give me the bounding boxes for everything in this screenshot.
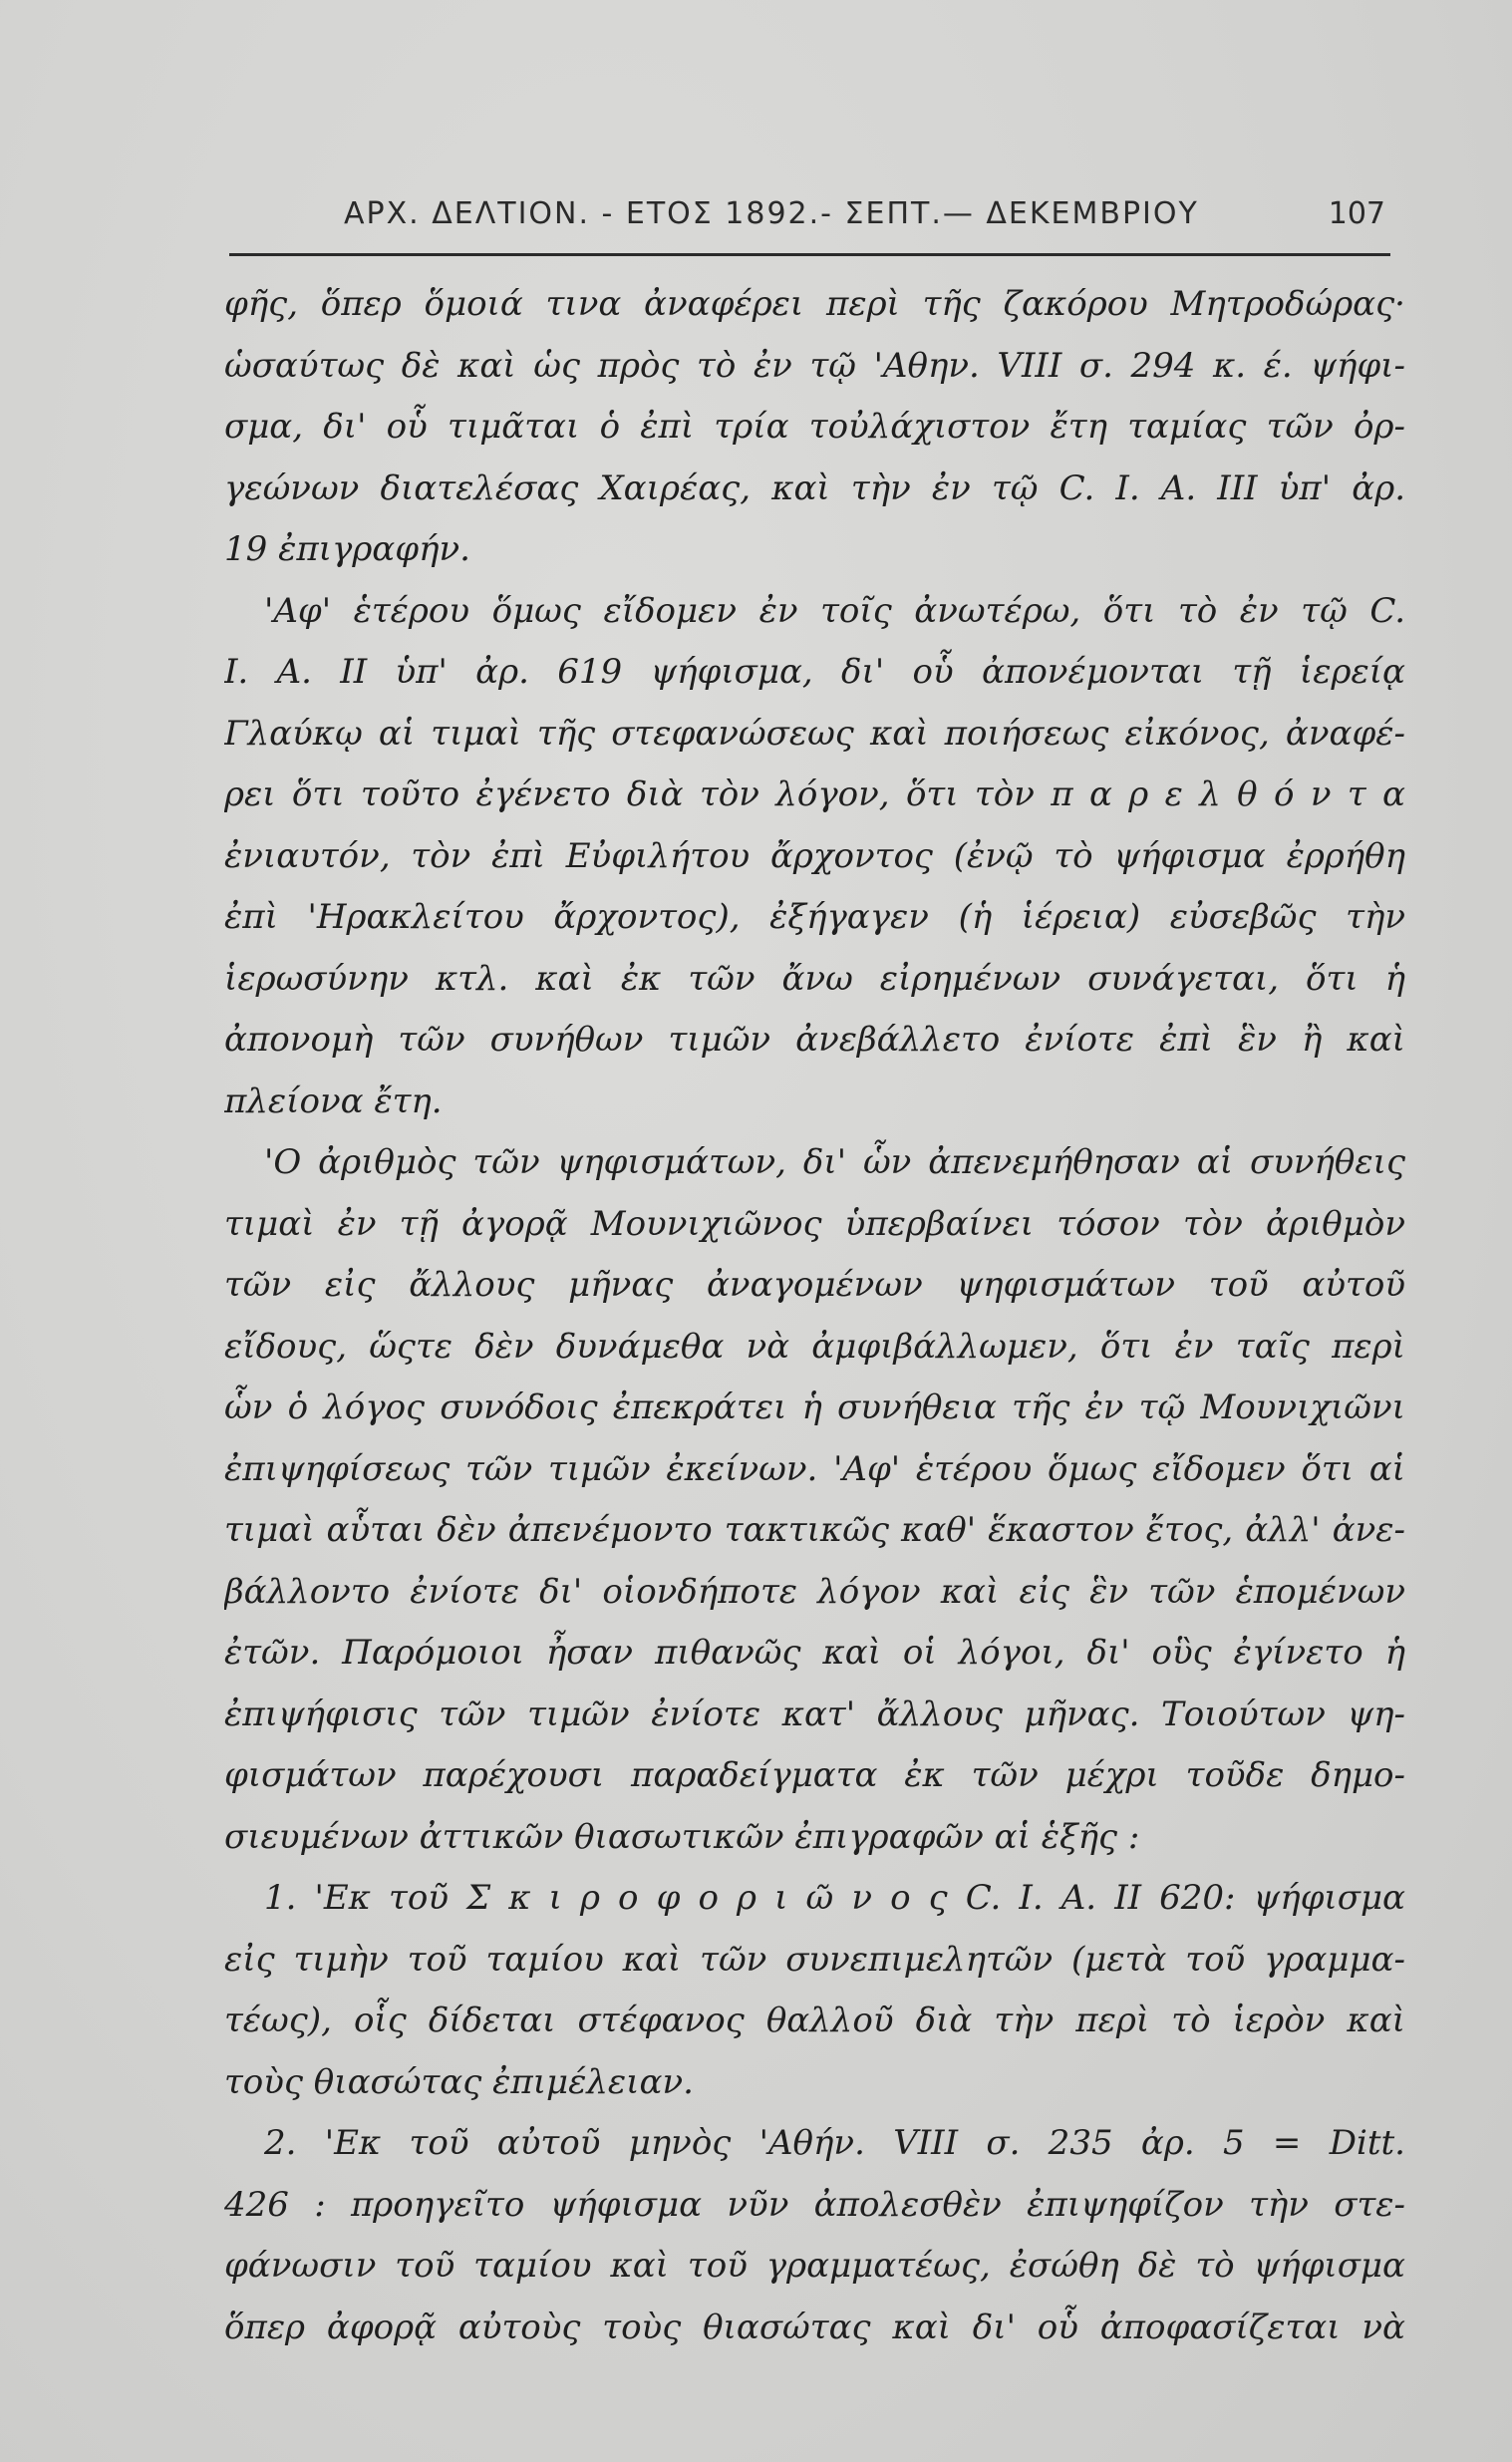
text-line: 426 : προηγεῖτο ψήφισμα νῦν ἀπολεσθὲν ἐπιψηφίζον τὴν στε- [224, 2184, 1405, 2225]
page-number: 107 [1328, 196, 1385, 231]
text-line: ὡσαύτως δὲ καὶ ὡς πρὸς τὸ ἐν τῷ 'Αθην. VIII σ. 294 κ. έ. ψήφι- [224, 345, 1405, 386]
text-line: 'Αφ' ἑτέρου ὅμως εἴδομεν ἐν τοῖς ἀνωτέρω, ὅτι τὸ ἐν τῷ C. [264, 590, 1405, 631]
text-line: βάλλοντο ἐνίοτε δι' οἱονδήποτε λόγον καὶ εἰς ἓν τῶν ἑπομένων [224, 1571, 1405, 1612]
text-line: τιμαὶ αὗται δὲν ἀπενέμοντο τακτικῶς καθ' ἕκαστον ἔτος, ἀλλ' ἀνε- [224, 1510, 1405, 1550]
text-line: 19 ἐπιγραφήν. [224, 529, 470, 569]
text-line: ἐνιαυτόν, τὸν ἐπὶ Εὐφιλήτου ἄρχοντος (ἐνῷ τὸ ψήφισμα ἐρρήθη [224, 835, 1405, 876]
text-line: ὅπερ ἀφορᾷ αὐτοὺς τοὺς θιασώτας καὶ δι' οὗ ἀποφασίζεται νὰ [224, 2307, 1405, 2347]
header-rule [229, 253, 1390, 256]
text-line: γεώνων διατελέσας Χαιρέας, καὶ τὴν ἐν τῷ C. I. A. III ὑπ' ἀρ. [224, 467, 1405, 508]
body-text [224, 274, 1405, 2358]
text-line: 1. 'Εκ τοῦ Σ κ ι ρ ο φ ο ρ ι ῶ ν ο ς C. I. A. II 620: ψήφισμα [264, 1878, 1405, 1918]
text-line: πλείονα ἔτη. [224, 1080, 443, 1121]
text-line: ἐπιψήφισις τῶν τιμῶν ἐνίοτε κατ' ἄλλους μῆνας. Τοιούτων ψη- [224, 1693, 1405, 1734]
text-line: ἱερωσύνην κτλ. καὶ ἐκ τῶν ἄνω εἰρημένων συνάγεται, ὅτι ἡ [224, 958, 1405, 999]
text-line: ρει ὅτι τοῦτο ἐγένετο διὰ τὸν λόγον, ὅτι τὸν π α ρ ε λ θ ό ν τ α [224, 774, 1405, 814]
text-line: σιευμένων ἀττικῶν θιασωτικῶν ἐπιγραφῶν αἱ ἑξῆς : [224, 1816, 1140, 1857]
text-line: φισμάτων παρέχουσι παραδείγματα ἐκ τῶν μέχρι τοῦδε δημο- [224, 1755, 1405, 1795]
text-line: ἀπονομὴ τῶν συνήθων τιμῶν ἀνεβάλλετο ἐνίοτε ἐπὶ ἓν ἢ καὶ [224, 1020, 1405, 1060]
running-header [344, 196, 1385, 246]
text-line: εἴδους, ὥςτε δὲν δυνάμεθα νὰ ἀμφιβάλλωμεν, ὅτι ἐν ταῖς περὶ [224, 1326, 1405, 1367]
text-line: ἐπὶ 'Ηρακλείτου ἄρχοντος), ἐξήγαγεν (ἡ ἱέρεια) εὐσεβῶς τὴν [224, 897, 1405, 937]
text-line: ἐτῶν. Παρόμοιοι ἦσαν πιθανῶς καὶ οἱ λόγοι, δι' οὓς ἐγίνετο ἡ [224, 1633, 1405, 1673]
running-title: ΑΡΧ. ΔΕΛΤΙΟΝ. - ΕΤΟΣ 1892.- ΣΕΠΤ.— ΔΕΚΕΜΒΡΙΟΥ [344, 196, 1199, 231]
text-line: τῶν εἰς ἄλλους μῆνας ἀναγομένων ψηφισμάτων τοῦ αὐτοῦ [224, 1265, 1405, 1305]
text-line: φάνωσιν τοῦ ταμίου καὶ τοῦ γραμματέως, ἐσώθη δὲ τὸ ψήφισμα [224, 2246, 1405, 2286]
text-line: τέως), οἷς δίδεται στέφανος θαλλοῦ διὰ τὴν περὶ τὸ ἱερὸν καὶ [224, 2000, 1405, 2040]
text-line: ὧν ὁ λόγος συνόδοις ἐπεκράτει ἡ συνήθεια τῆς ἐν τῷ Μουνιχιῶνι [224, 1387, 1405, 1427]
text-line: τιμαὶ ἐν τῇ ἀγορᾷ Μουνιχιῶνος ὑπερβαίνει τόσον τὸν ἀριθμὸν [224, 1203, 1405, 1244]
text-line: 'Ο ἀριθμὸς τῶν ψηφισμάτων, δι' ὧν ἀπενεμήθησαν αἱ συνήθεις [264, 1142, 1405, 1182]
text-line: ἐπιψηφίσεως τῶν τιμῶν ἐκείνων. 'Αφ' ἑτέρου ὅμως εἴδομεν ὅτι αἱ [224, 1448, 1405, 1489]
text-line: εἰς τιμὴν τοῦ ταμίου καὶ τῶν συνεπιμελητῶν (μετὰ τοῦ γραμμα- [224, 1939, 1405, 1980]
text-line: 2. 'Εκ τοῦ αὐτοῦ μηνὸς 'Αθήν. VIII σ. 235 ἀρ. 5 = Ditt. [264, 2123, 1405, 2163]
text-line: τοὺς θιασώτας ἐπιμέλειαν. [224, 2061, 694, 2102]
text-line: Γλαύκῳ αἱ τιμαὶ τῆς στεφανώσεως καὶ ποιήσεως εἰκόνος, ἀναφέ- [224, 713, 1405, 754]
text-line: I. A. II ὑπ' ἀρ. 619 ψήφισμα, δι' οὗ ἀπονέμονται τῇ ἱερείᾳ [224, 652, 1405, 692]
text-line: φῆς, ὅπερ ὅμοιά τινα ἀναφέρει περὶ τῆς ζακόρου Μητροδώρας· [224, 284, 1405, 324]
text-line: σμα, δι' οὗ τιμᾶται ὁ ἐπὶ τρία τοὐλάχιστον ἔτη ταμίας τῶν ὀρ- [224, 407, 1405, 447]
